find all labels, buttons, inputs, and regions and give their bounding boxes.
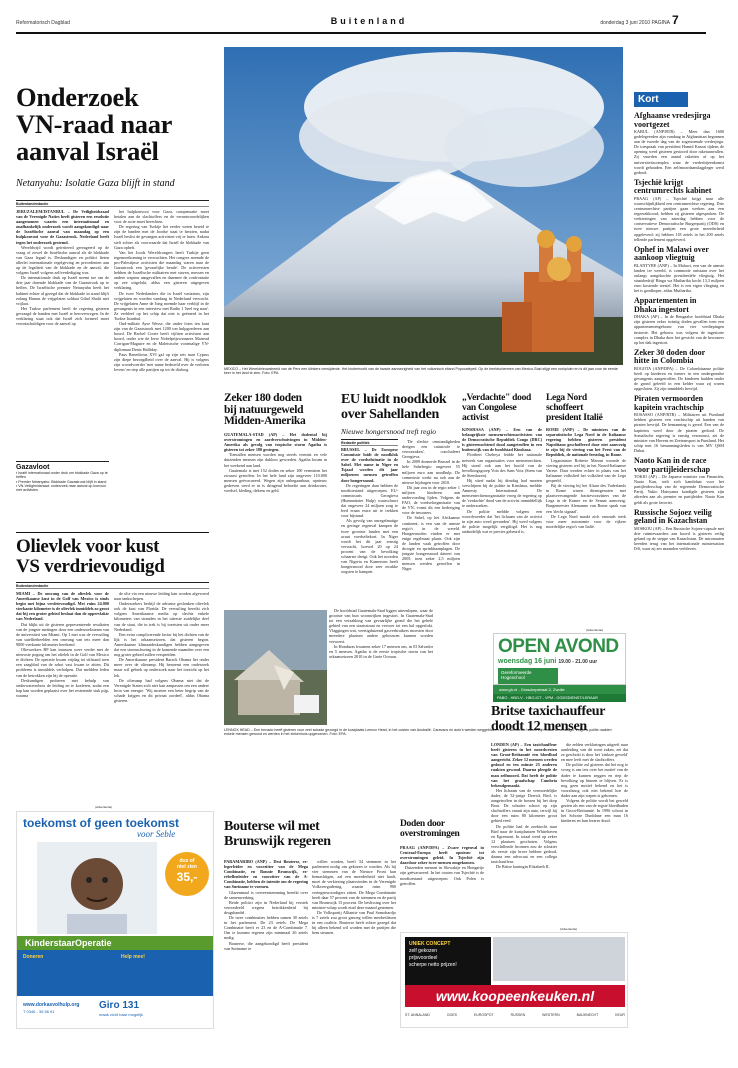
tornado-body-2: De hoofdstad Guatemala-Stad liggen uiteenlopen, waar de grootste van hun woonwijken ingestort. In Guatemala-Stad tot een verzakking van gevaarlijke grond die het gehele gebied van een staatsstraat en vervoer tot een hal opgeslokt. Vlaggingen wat, veertigduizend gasverbruikers moesten door meerdere plaatsen andere gebouwen kunnen worden verwoest. In Honduras kwamen zeker 17 mensen om, in El Salvador en 5 mensen. Agatha is de eerste tropische storm van het orkaanseizoen 2010 in de Grote Oceaan.	[329, 608, 433, 659]
sahel-byline: Redactie politiek	[341, 439, 398, 446]
kort-item-body: BLANTYRE (ANP) – In Malawi, een van de armste landen ter wereld, is commotie ontstaan over het onlangs aangekochte presidentiële vliegtuig. Het staatsbedrijf Bingu wa Mutharika kocht 13,3 miljoen euro kostende toestel. Het is een eigen vliegtuig en het is goedkoper, aldus Mutharika.	[634, 262, 724, 294]
kort-item-title: Piraten vermoorden kapitein vrachtschip	[634, 394, 705, 412]
ad-giro: Giro 131	[99, 1000, 140, 1011]
sahel-headline: EU luidt noodklok over Sahellanden	[341, 393, 447, 422]
ad-seble[interactable]	[16, 811, 214, 1029]
tornado-caption: LENNOX HEAD – Een tornado heeft gisteren voor veel schade gezorgd in de kustplaats Lennox Head, in het oosten van Australië. Caravans en auto's werden weggeblazen en verschillende huizen zijn zwaar beschadigd. Volgens politie raakten enkele mensen gewond en werden in het ziekenhuis opgenomen. Foto: EPA.	[224, 728, 612, 737]
ad-open-avond-date: woensdag 16 juni 19.00 - 21.00 uur	[498, 658, 598, 665]
tornado-body: GUATEMALA-STAD (AP) – Het dodental bij overstromingen en aardverschuivingen in Midden-Amerika als gevolg van tropische storm Agatha is gisteren tot zeker 180 gestegen. Tientallen mensen worden nog steeds vermist en vele duizenden mensen zijn dakloos geworden. Agatha kwam in het weekend aan land. Guatemala is met 152 doden en zeker 100 vermisten het zwaarst getroffen. In het hele land zijn ongeveer 110.000 mensen geëvacueerd. Wegen zijn onbegaanbaar, opnieuw gedreven werd er in is dringend behoefte aan drinkwater, voedsel, kleding, dekens en geld.	[224, 432, 327, 494]
bouterse-col-1: PARAMARIBO (ANP) – Desi Bouterse, ex-legerleider en voorzitter van de Mega Combinatie, en Ronnie Brunswijk, ex-rebellenleider en voorzitter van de A-Combinatie, hebben de intentie om de regering van Suriname te vormen. Glazenmaal is overeenstemming bereikt over de samenwerking. Beide politici zijn in Nederland bij verstek veroordeeld wegens betrokkenheid bij drugshandel. De twee combinaties hebben samen 30 zetels in het parlement. De 23 zetels. De Mega Combinatie heeft er 23 en de A-Combinatie 7. Om te kunnen regeren zijn minimaal 26 zetels nodig. Bouterse, die aangekondigd heeft president van Suriname te	[224, 859, 308, 951]
bouterse-headline: Bouterse wil met Brunswijk regeren	[224, 819, 331, 849]
ad-giro-sub: maak zicht baar mogelijk	[99, 1012, 144, 1017]
kort-item-body: MOSKOU (AP) – Een Russische Sojoez-capsule met drie ruimtevaarders aan boord is gisteren veilig geland op de steppe van Kazachstan. De astronauten keerden terug van het internationale ruimtestation ISS, waar zij zes maanden verbleven.	[634, 525, 724, 551]
kort-item-body: BOGOTA (ANP/DPA) – De Colombiaanse politie heeft op kinderen en tieners in een ondergrondse gevangenis aangetroffen. De kinderen hadden onder de grond geleefd in een kelder waar zij waren opgesloten. Zij zijn inmiddels bevrijd.	[634, 365, 724, 392]
ad-program-banner: KinderstaarOperatie	[17, 936, 213, 950]
volcano-photo	[224, 47, 623, 365]
brand: BAUKNECHT	[576, 1013, 599, 1017]
lead-subheadline: Netanyahu: Isolatie Gaza blijft in stand	[16, 178, 175, 189]
child-photo	[37, 842, 157, 934]
sahel-col-2: 'De slechte omstandigheden dreigen een catastrofe te veroorzaken', concludeert Georgieva. In 2009 doneerde Brussel in de hele Sahelregio ongeveer 55 miljoen euro aan noodhulp. De commissie werkt nu ook aan de nieuwe bijdragen voor 2010. Dit jaar zou in de regio zeker 1 miljoen kinderen aan ondervoeding lijden. Volgens de FAO, de voedselorganisatie van de VN, vormt dit een bedreiging voor de inwoners. De Sahel, op het Afrikaanse continent, is een van de armste regio's in de wereld. Hongersnoden vinden er met enige regelmaat plaats. Ook zijn de landen vaak getroffen door droogte en sprinkhaanplagen. De jongste hongersnood dateert van 2005, toen zeker 2,5 miljoen mensen werden getroffen in Niger.	[402, 439, 460, 572]
oil-headline: Olievlek voor kust VS verdrievoudigd	[16, 537, 165, 577]
brand: WESTERN	[542, 1013, 560, 1017]
volcano-caption: MEXICO – Het Wereldnieuwsbeeld van de Pers een klinkers verwijderde. Het kinderhoofd van de kwade aanwezigheid van het vulkanisch eiland Popocatépetl. Op de beeldschermen van Mexico-Stad stijgt een rookpluim en is dit jaar voor de eerste keer in het land te zien. Foto: EPA.	[224, 367, 618, 376]
lead-col-1: JERUZALEM/ISTANBUL – De Veiligheidsraad van de Verenigde Naties heeft gisteren een resolutie aangenomen waarin een internationaal en onafhankelijk onderzoek wordt aangekondigd naar de Israëlische aanval van maandag op een hulpkonvooi voor de Gazastrook. Nederland heeft tegen het onderzoek gestemd. Wereldwijd wordt geïrriteerd gereageerd op de vraag of zowel de Israëlische aanval als de blokkade van Gaza legaal is. Deskundigen en politici lieten allerlei internationale regelgeving en precedenten aan op de legaliteit van de blokkade en de aanval, die volgens Israël volgens zelfverdediging was. De internationale druk op Israël neemt toe om de drie jaar durende blokkade van de Gazastrook op te heffen. De Israëlische premier Netanyahu heeft het kabinet echter al gezegd dat de blokkade in stand blijft zolang Hamas de vrijgelaten soldaat Gilad Shalit niet vrijlaat. Het Turkse parlement heeft de regering gisteren gevraagd de banden met Israël te heroverwegen. In de verklaring staat ook dat Israël zich formeel moet verontschuldigen voor de aanval op	[16, 209, 109, 327]
kitchen-photo	[493, 937, 625, 981]
ad-brands	[405, 1013, 625, 1017]
lead-col-2: het hulpkonvooi voor Gaza, compensatie moet betalen aan de slachtoffers en de verantwoordelijken voor de actie moet berechten. De regering van Turkije liet eerder weten bereid te zijn de banden met de Joodse staat te herzien, nadat Israël beslist de gevangen activisten vrij te laten. Ankara stelt echter als voorwaarde dat Israël de blokkade van Gaza opheft. Van het Joods Wereldcongres heeft Turkije geen tegemoetkoming te verwachten. Het congres noemde de pro-Palestijnse activisten die maandag waren naar de Gazastrook een 'gevaarlijke bende'. De activeersten hebben de Israëlische militairen met staven, messen en andere wapens aangevallen en daarmee de confrontatie op zee uitgelokt, aldus een gisteren uitgegeven verklaring. De twee Nederlanders die in Israël vastzaten, zijn vrijgelaten en worden vandaag in Nederland verwacht. De vrijgelaten Anne de Jong noemde haar verblijf in de gevangenis in een interview met Radio 1 'heel erg naar'. Ze verbleef op het schip dat niet is geënterd in het Turkse Istanbul. Oud-militair Ayse Wesse, die onder fotos ten kant zijn van de Gazastrook met 1200 ton hulpgoederen aan boord. De Rachel Corrie heeft vijftien activisten aan boord, onder wie de Ierse Nobelprijswinnares Mairead Corrigan-Maguire en de Maleisische voormalige VN-diplomaat Denis Halliday. Paus Benedictus XVI gaf op zijn reis naar Cyprus zijn diepe bezorgdheid over de aanval. Hij is volgens zijn woordvoerder 'met name bedroefd over de verloren levens' en riep alle partijen op tot de dialoog.	[114, 209, 209, 372]
kort-item-title: Afghaanse vredesjirga voortgezet	[634, 112, 711, 129]
factbox-item: ▪ VN-Veiligheidsraad: onderzoek naar aanval op konvooi met activisten	[16, 483, 106, 493]
paper-name: Reformatorisch Dagblad	[16, 20, 70, 26]
ad-col-left-title: Doneren	[23, 954, 44, 960]
kort-item-title: Zeker 30 doden door hitte in Colombia	[634, 347, 706, 366]
ad-keukens-url[interactable]: www.koopeenkeuken.nl	[405, 985, 625, 1007]
ad-seble-title: toekomst of geen toekomst	[23, 816, 180, 830]
lead-byline: Buitenlandredactie	[16, 200, 209, 207]
kort-item-body: DHAKA (AP) – In de Bengaalse hoofdstad Dhaka zijn gisteren zeker twintig doden gevallen toen een appartementengebouw van vier verdiepingen instortte. Het gebouw was volgens de ingestorte complex in Dhaka door het gewicht van de bewoners op het dak ingestort.	[634, 314, 724, 345]
ad-url[interactable]: www.dorkasvolhulp.org	[23, 1002, 80, 1008]
section-title: Buitenland	[330, 16, 408, 26]
kort-item-title: Russische Sojoez veilig geland in Kazachstan	[634, 507, 712, 526]
kort-item	[634, 112, 724, 175]
factbox-item: ▪ Israël internationaal onder druk om blokkade Gaza op te heffen	[16, 471, 108, 480]
ad-keukens[interactable]	[400, 932, 628, 1028]
kort-item-title: Naoto Kan in de race voor partijleiderschap	[634, 456, 711, 474]
italy-body: ROME (ANP) – De ministers van de separatistische Lega Nord in de Italiaanse regering hebben gisteren president Napolitano geschoffeerd door niet aanwezig te zijn bij de viering van het Feest van de Republiek, de nationale feestdag, in Rome. Leganinister Roberto Maroni woonde de viering gisteren wel bij in het Noord-Italiaanse Varese. Daar werden echter in plaats van het Italiaanse volkslied het volkslied van de Lega gespeeld. Bij de viering bij het Altaar des Vaderlands in Rome waren dienstgenoten met plaatsvervangende fractievoorzitters van de Lega in de Kamer en de Senaat aanwezig. Burgemeester Alemanno van Rome sprak van een 'slecht signaal'. De Lega Nord maakt zich vanouds sterk voor meer autonomie voor de rijkere noordelijke regio's van Italië.	[546, 427, 626, 529]
sahel-subheadline: Nieuwe hongersnood treft regio	[341, 427, 437, 436]
ad-keukens-badge: UNIEK CONCEPT zelf gekozen prijsvoordeel scherpe netto prijzen!	[405, 937, 491, 985]
page-date: donderdag 3 juni 2010 PAGINA	[600, 20, 670, 26]
kort-item-title: Appartementen in Dhaka ingestort	[634, 296, 697, 314]
ad-label: (Advertentie)	[586, 628, 604, 632]
kort-item-body: KABUL (ANP/RTR) – Meer dan 1600 gedelegeerden zijn vandaag in Afghanistan begonnen aan de tweede dag van de zogenoemde vredesjirga. De toespraak van president Hamid Karzai tijdens de opening werd gisteren gestoord door raketaanvallen. Zij vuurden een aantal raketten af op het universiteitscomplex waar de vredesbijeenkomst wordt gehouden. Een zelfmoordaanslagpleger werd gedood.	[634, 129, 724, 175]
kort-item-title: Ophef in Malawi over aankoop vliegtuig	[634, 244, 709, 263]
ad-label: (Advertentie)	[560, 927, 578, 931]
rule	[16, 532, 209, 533]
italy-headline: Lega Nord schoffeert president Italië	[546, 393, 603, 423]
ad-seble-slogan: voor Seble	[137, 829, 176, 839]
oil-col-2: de olie via een nieuwe leiding kan worden afgevoerd naar tankschepen. Onderzoekers bedrijf de advanse geslonken olievlek ook de kust van Florida. De vervuiling bereikt zich volgens Amerikaanse media op slechts enkele kilometers van stranden in het uiterste zuidelijke deel van de staat, die in trek is bij toeristen uit onder meer Nederland. Een extra complicerende factor bij het dichten van de lijk is het orkaanseizoen, dat gisteren begon. Amerikaanse klimaatdeskundigen hebben aangegeven dat een stormschuring in de komende maanden over een nog groter gebied zullen verspreiden. De Amerikaanse president Barack Obama liet onder meer over de olieramp. Hij benoemt een onderzoek maar wil gebrek op onderzoek naar het toezicht op het lek. De olieramp had volgens Obama niet dat de Verenigde Staten zich niet kan aanpassen om een andere bron van energie. 'Wij moeten een beter begrip van de schade krijgen en dit privaat oordeel', aldus Obama gisteren.	[114, 591, 209, 703]
flood-body: PRAAG (ANP/DPA) – Zware regenval in Centraal-Europa heeft opnieuw tot overstromingen geleid. In Tsjechië zijn daardoor zeker twee mensen omgekomen. Duizenden mensen in Slowakije en Hongarije zijn geëvacueerd. In het oosten van Tsjechië is de noodtoestand uitgeroepen. Ook Polen is getroffen.	[400, 845, 484, 886]
kort-item	[634, 349, 724, 391]
brand: KEUR	[615, 1013, 625, 1017]
ad-address[interactable]: www.gh.nl - Grasdorpstraat 2, Zwolle	[493, 685, 626, 694]
ad-open-avond[interactable]	[493, 633, 626, 685]
kort-item	[634, 395, 724, 453]
ad-label: (Advertentie)	[95, 805, 113, 809]
tornado-headline: Zeker 180 doden bij natuurgeweld Midden-Amerika	[224, 393, 306, 427]
kort-column	[634, 112, 724, 1032]
price-badge: dus of niet zien 35,-	[165, 852, 209, 896]
tornado-illustration	[224, 610, 327, 725]
kort-item	[634, 297, 724, 345]
kort-item	[634, 509, 724, 551]
ad-school-name: Gereformeerde Hogeschool	[498, 668, 558, 684]
congo-body: KINSHASA (ANP) – Een van de belangrijkste mensenrechtenactivisten van de Democratische Republiek Congo (DRC) is gisterenochtend dood aangetroffen in een buitenwijk van de hoofdstad Kinshasa. Floribert Chebeya leidde het nationale netwerk van organisaties voor mensenrechten. Hij stond ook aan het hoofd van de bevolkingsgroep Voix des Sans Voix (Stem van de Stemlozen). Hij stierf nadat hij dinsdag had moeten verschijnen bij de politie in Kinshasa, meldde Amnesty International. De mensenrechtenorganisatie vroeg de regering op de 'verdachte' dood van de activist onmiddellijk te onderzoeken. De politie meldde volgens een woordvoerder dat 'het lichaam van de activist in zijn auto werd gevonden'. Hij werd volgens de politie mogelijk vergiftigd. Het is nog onduidelijk wat er precies gebeurd is.	[462, 427, 542, 534]
kort-item-title: Tsjechië krijgt centrumrechts kabinet	[634, 177, 712, 196]
volcano-illustration	[224, 47, 623, 365]
ad-col-right-title: Help mee!	[121, 954, 145, 960]
ad-info-panel	[17, 950, 213, 996]
kort-item	[634, 179, 724, 242]
kort-header: Kort	[634, 92, 688, 107]
brand: RUSSEN	[510, 1013, 526, 1017]
ad-open-avond-title: OPEN AVOND	[498, 636, 619, 657]
taxi-col-2: die zelden verklaringen uitgeeft naar aanleiding van dit soort zaken, zei dat ze geschokt is door het 'zinloze geweld' en mee leeft met de slachtoffers. De politie zal gisteren dat het nog te vroeg is om iets over het motief van de dader te kunnen zeggen en riep de bevolking op binnen te blijven. Er is nog geen motief bekend en het is vooralsnog ook niet bekend hoe de dader aan zijn wapen is gekomen. Volgens de politie wordt het geweld gezien als een van de ergste bloedbaden in Groot-Brittannië. In 1996 schoot in het Schotse Dunblane een man 16 kinderen en hun lerares dood.	[561, 742, 628, 824]
sahel-col-1: BRUSSEL – De Europese Commissie luidt de noodklok over de voedselsituatie in de Sahel. Met name in Niger en Tsjaad worden dit jaar miljoenen mensen getroffen door hongersnood. De regeringen daar hebben de noodtoestand uitgeroepen. EU-commissaris Georgieva (Humanitaire Hulp) waarschuwt dat ongeveer 24 miljoen zorg te leed eraan extra uit te trekken voor bijstand. Als gevolg van onregelmatige en geringe regenval kampen de twee grootste landen met een acuut voedseltekort. In Niger wordt het dit jaar ernstig verwacht, hoewel 20 op 24 procent van de bevolking schaarste dreigt. Ook het noorden van Nigeria en Kameroen heeft hongersnood door zeer zwakke oogsten te kampen.	[341, 447, 398, 575]
factbox-title: Gazavloot	[16, 464, 50, 471]
kort-item-body: PRAAG (AP) – Tsjechië krijgt naar alle waarschijnlijkheid een centrumrechtse regering. Drie centrumrechtse partijen gaan werken aan een regeerakkoord, hebben zij gisteren afgesproken. De verkiezingen van zaterdag hebben voor de conservatieve Democratische Burgerpartij (ODS) en twee nieuwe partijen een grote meerderheid opgeleverd: zij hebben 118 zetels in het 200 zetels tellende parlement opgeleverd.	[634, 195, 724, 242]
bouterse-col-2: willen worden, heeft 34 stemmen in het parlement nodig om gekozen te worden. Als hij vier stemmen van de Nieuwe Front kan bemachtigen, zal een meerderheid niet haalt, moet de verkiezing plaatsvinden in de Verenigde Volksvergadering, waarin ruim 900 vertegenwoordigers zitten. De Mega Combinatie heeft daar 57 procent van de stemmen en de partij van Brunswijk 15 procent. De beslissing over het minister-schap wordt eind deze maand genomen. De Volkspartij Alliantie van Paul Somohardjo is 7 zetels zou groot genoeg willen meebeslissen in een coalitie. Bouterse heeft echter gezegd dat hij alleen bekend wil worden met de partijen die hem steunen.	[312, 859, 396, 936]
kort-item-body: BOSASSO (ANP/RTR) – Militairen uit Puntland hebben gisteren een vrachtschip uit handen van piraten bevrijd. De bemanning is gered. Een van de kapiteins werd door de piraten gedood. De Somalische regering is ernstig verontrust, zei de minister van Havens en Zeetransport in Puntland. Het schip met 16 bemanningsleden is van MV QSM Dubai.	[634, 412, 724, 453]
lead-factbox	[16, 461, 109, 492]
taxi-col-1: LONDEN (AP) – Een taxichauffeur heeft gisteren in het noordwesten van Groot-Brittannië een bloedbad aangericht. Zeker 12 mensen werden gedood en ten minste 25 anderen raakten gewond. Daarna pleegde de man zelfmoord. Dat heeft de politie van het graafschap Cumbria bekendgemaakt. Het lichaam van de vermoedelijke dader, de 52-jarige Derrick Bird, is aangetroffen in de bossen bij het dorp Boot. De schutter schoot op zijn slachtoffers vanuit zijn auto, terwijl hij door een ruim 80 kilometer groot gebied reed. De politie had de zoektocht naar Bird naar de kustplaatsen Whitehaven en Egremont. In totaal werd op zeker 12 plaatsen geschoten. Volgens verschillende bronnen zou de schutter als eerste zijn broer hebben gedood, daarna een advocaat en een collega taxichauffeur. De Britse koningin Elizabeth II,	[491, 742, 557, 870]
brand: GOES	[446, 1013, 457, 1017]
tornado-photo	[224, 610, 327, 725]
brand: ST. ANNALAND	[405, 1013, 430, 1017]
flood-headline: Doden door overstromingen	[400, 819, 460, 839]
kort-item-body: TOKIO (AP) – De Japanse minister van Financiën, Naoto Kan, stelt zich kandidaat voor het partijleiderschap van de regerende Democratische Partij. Yukio Hatoyama kondigde gisteren zijn aftreden aan als premier en partijleider. Naoto Kan geldt als grote favoriet.	[634, 474, 724, 505]
kort-item	[634, 246, 724, 294]
kort-item	[634, 457, 724, 505]
ad-programs: PABO - HBO-V - HBO-ICT - VPM - GODSDIENST/LERAAR	[493, 694, 626, 702]
brand: EUROSPOT	[473, 1013, 494, 1017]
oil-col-1: MIAMI – De omvang van de olievlek voor de Amerikaanse kust in de Golf van Mexico is sinds begin mei bijna verdrievoudigd. Met ruim 24.000 vierkante kilometer is de olievlek inmiddels zo groot dat hij een groter gebied beslaat dan de oppervlakte van Nederland. Dat blijkt uit de gisteren gepresenteerde resultaten van de jongste metingen door een onderzoeksteam van de universiteit van Miami. Op 1 mei was de vervuiling van satellietbeelden een omvang van iets meer dan 9000 vierkante kilometer berekend. Oliewerkers BP kan intussen weer verder met de nieuwste poging om het olielek in de Golf van Mexico te dichten. De operatie kwam vrijdag tot stilstand toen een zaagblad van de robot vast kwam te zitten. Dit probleem is inmiddels verholpen. Dat meldden leden van de betrokken zijn bij de operatie. Deskundigen proberen met behulp van onderwaterrobots de leiding en te koeleren, zodat een kap kan worden geplaatst over het resterende stuk pijp, waarna	[16, 591, 109, 698]
ad-phone: T 0346 - 35 56 91	[23, 1009, 55, 1014]
oil-byline: Buitenlandredactie	[16, 582, 209, 589]
page-number: 7	[672, 13, 679, 27]
lead-headline: Onderzoek VN-raad naar aanval Israël	[16, 84, 173, 165]
header-rule	[16, 32, 706, 34]
factbox-item: ▪ Premier Netanyahu: Blokkade Gazastrook blijft in stand	[16, 479, 107, 484]
taxi-headline: Britse taxichauffeur doodt 12 mensen	[491, 704, 606, 734]
congo-headline: „Verdachte" dood van Congolese activist	[462, 393, 532, 423]
